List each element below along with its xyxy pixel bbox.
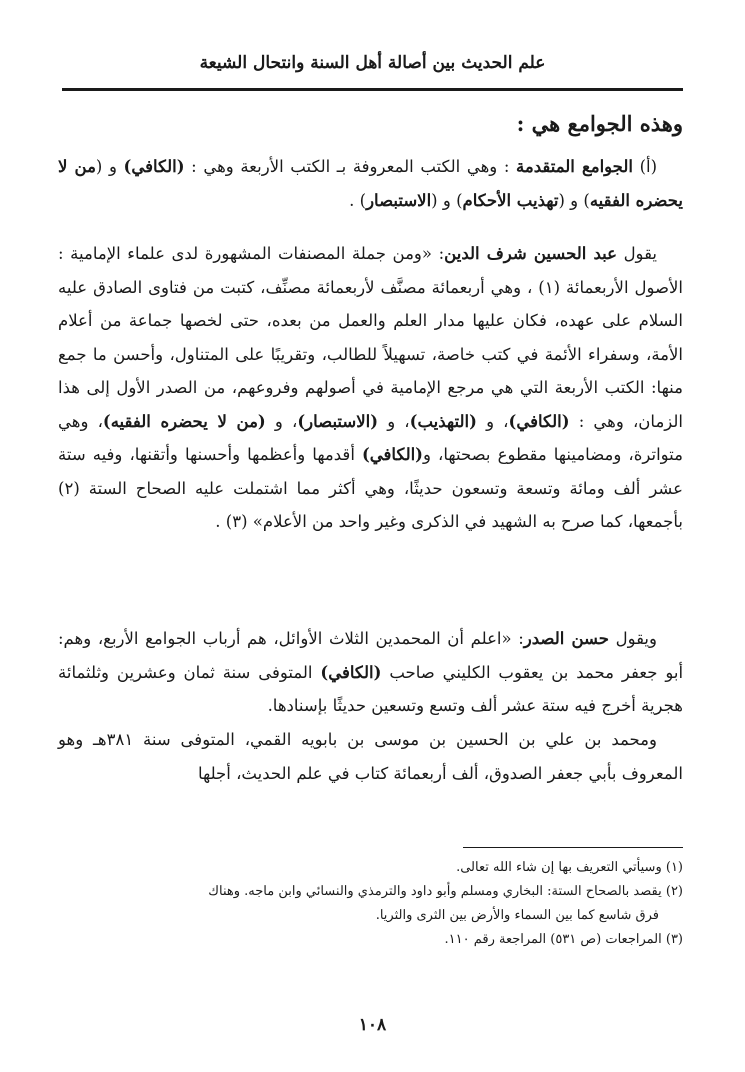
book-faqih: من لا يحضره الفقيه [58,157,683,210]
paragraph-saduq: ومحمد بن علي بن الحسين بن موسى بن بابويه القمي، المتوفى سنة ٣٨١هـ وهو المعروف بأبي جعفر الصدوق، ألف أربعمائة كتاب في علم الحديث، أجلها [58,730,683,783]
footnotes [58,856,683,952]
paragraph-sharaf-quote: يقول عبد الحسين شرف الدين: «ومن جملة المصنفات المشهورة لدى علماء الإمامية : الأصول الأربعمائة (١) ، وهي أربعمائة مصنَّف لأربعمائة مصنِّف، كتبت من فتاوى الصادق عليه السلام على عهده، فكان عليها مدار العلم والعمل من بعده، حتى لخصها جماعة من أعلام الأمة، وسفراء الأئمة في كتب خاصة، تسهيلاً للطالب، وتقريبًا على المتناول، وأحسن ما جمع منها: الكتب الأربعة التي هي مرجع الإمامية في أصولهم وفروعهم، من الصدر الأول إلى هذا الزمان، وهي : (الكافي)، و (التهذيب)، و (الاستبصار)، و (من لا يحضره الفقيه)، وهي متواترة، ومضامينها مقطوع بصحتها، و(الكافي) أقدمها وأعظمها وأحسنها وأتقنها، وفيه ستة عشر ألف ومائة وتسعة وتسعون حديثًا، وهي أكثر مما اشتملت عليه الصحاح الستة (٢) بأجمعها، كما صرح به الشهيد في الذكرى وغير واحد من الأعلام» (٣) . [58,244,683,531]
running-header: علم الحديث بين أصالة أهل السنة وانتحال الشيعة [199,53,546,73]
term-early-collections: الجوامع المتقدمة [516,157,633,176]
footnote-1: (١) وسيأتي التعريف بها إن شاء الله تعالى. [456,860,683,875]
section-heading: وهذه الجوامع هي : [516,111,683,136]
footnote-2: (٢) يقصد بالصحاح الستة: البخاري ومسلم وأبو داود والترمذي والنسائي وابن ماجه. وهناك [208,884,683,899]
book-tahdhib: تهذيب الأحكام [462,190,559,210]
item-marker: (أ) [639,157,658,176]
paragraph-early-collections: (أ) الجوامع المتقدمة : وهي الكتب المعروفة بـ الكتب الأربعة وهي : (الكافي) و (من لا يحضره الفقيه) و (تهذيب الأحكام) و (الاستبصار) . [58,157,683,210]
book-kafi: (الكافي) [123,157,185,176]
book-istibsar: الاستبصار [366,190,432,210]
book-tahdhib: (التهذيب) [409,411,477,431]
page-number: ١٠٨ [358,1015,387,1035]
author-name: حسن الصدر [523,629,609,648]
book-kafi: (الكافي) [361,445,423,464]
author-name: عبد الحسين شرف الدين [444,244,617,263]
book-istibsar: (الاستبصار) [297,411,379,431]
header-rule [62,88,683,91]
footnote-3: (٣) المراجعات (ص ٥٣١) المراجعة رقم ١١٠. [444,932,683,947]
footnote-2-continued: فرق شاسع كما بين السماء والأرض بين الثرى والثريا. [375,908,659,923]
paragraph-sadr-quote: ويقول حسن الصدر: «اعلم أن المحمدين الثلاث الأوائل، هم أرباب الجوامع الأربع، وهم: أبو جعفر محمد بن يعقوب الكليني صاحب (الكافي) المتوفى سنة ثمان وعشرين وثلثمائة هجرية أخرج فيه ستة عشر ألف وتسع وتسعين حديثًا بإسنادها. [58,629,684,715]
book-kafi: (الكافي) [508,411,570,431]
footnote-rule [463,847,683,848]
book-faqih: (من لا يحضره الفقيه) [102,411,266,431]
book-kafi: (الكافي) [320,662,382,682]
